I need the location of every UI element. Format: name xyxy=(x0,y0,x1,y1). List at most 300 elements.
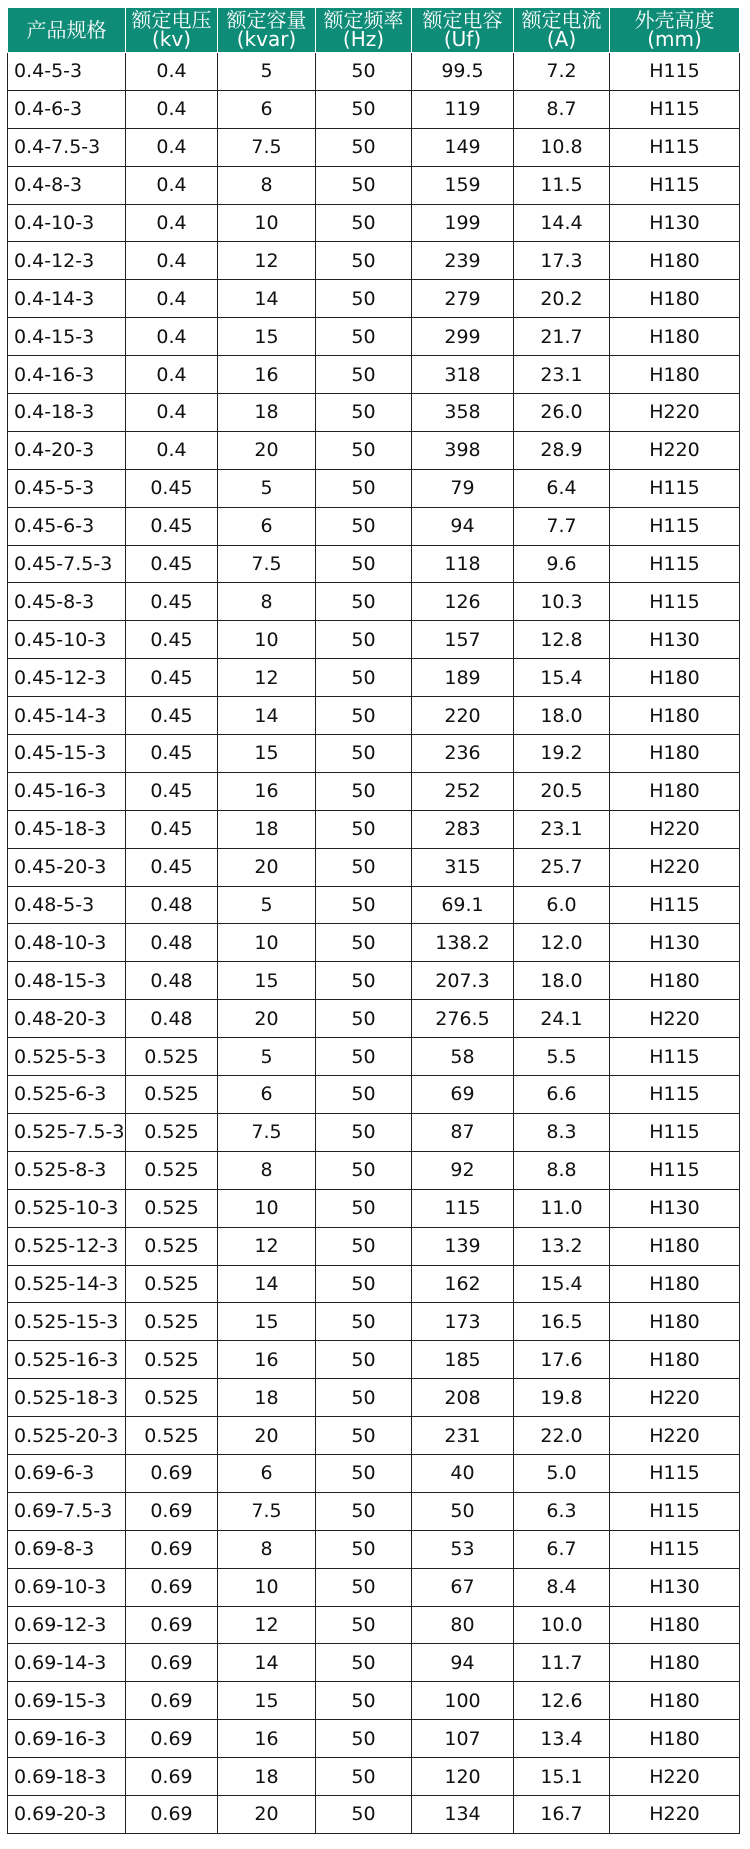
voltage-cell: 0.525 xyxy=(126,1076,218,1114)
frequency-cell: 50 xyxy=(316,53,412,91)
current-cell: 12.8 xyxy=(514,621,610,659)
voltage-cell: 0.525 xyxy=(126,1113,218,1151)
capacitance-cell: 157 xyxy=(412,621,514,659)
table-row xyxy=(8,469,740,507)
frequency-cell: 50 xyxy=(316,810,412,848)
spec-cell: 0.45-14-3 xyxy=(8,697,126,735)
header-unit: (Uf) xyxy=(443,27,482,51)
capacitance-cell: 126 xyxy=(412,583,514,621)
capacity-cell: 18 xyxy=(218,1758,316,1796)
current-cell: 6.6 xyxy=(514,1076,610,1114)
capacity-cell: 12 xyxy=(218,242,316,280)
height-cell: H130 xyxy=(610,1189,740,1227)
height-cell: H220 xyxy=(610,431,740,469)
current-cell: 11.0 xyxy=(514,1189,610,1227)
header-label: 额定容量 xyxy=(226,8,307,32)
height-cell: H180 xyxy=(610,697,740,735)
spec-cell: 0.525-7.5-3 xyxy=(8,1113,126,1151)
voltage-cell: 0.4 xyxy=(126,394,218,432)
capacitance-cell: 207.3 xyxy=(412,962,514,1000)
voltage-cell: 0.525 xyxy=(126,1379,218,1417)
current-cell: 12.0 xyxy=(514,924,610,962)
capacitance-cell: 50 xyxy=(412,1492,514,1530)
frequency-cell: 50 xyxy=(316,356,412,394)
voltage-cell: 0.69 xyxy=(126,1568,218,1606)
height-cell: H220 xyxy=(610,848,740,886)
spec-cell: 0.4-6-3 xyxy=(8,90,126,128)
table-row xyxy=(8,1189,740,1227)
spec-cell: 0.4-10-3 xyxy=(8,204,126,242)
spec-cell: 0.525-18-3 xyxy=(8,1379,126,1417)
spec-cell: 0.45-15-3 xyxy=(8,735,126,773)
table-row xyxy=(8,166,740,204)
spec-cell: 0.45-10-3 xyxy=(8,621,126,659)
frequency-cell: 50 xyxy=(316,431,412,469)
voltage-cell: 0.525 xyxy=(126,1227,218,1265)
voltage-cell: 0.4 xyxy=(126,356,218,394)
height-cell: H115 xyxy=(610,469,740,507)
spec-cell: 0.525-5-3 xyxy=(8,1038,126,1076)
voltage-cell: 0.4 xyxy=(126,431,218,469)
current-cell: 6.0 xyxy=(514,886,610,924)
height-cell: H180 xyxy=(610,962,740,1000)
current-cell: 7.2 xyxy=(514,53,610,91)
capacity-cell: 20 xyxy=(218,1795,316,1833)
height-cell: H180 xyxy=(610,772,740,810)
capacity-cell: 15 xyxy=(218,1303,316,1341)
capacity-cell: 10 xyxy=(218,1568,316,1606)
table-row xyxy=(8,1076,740,1114)
table-row xyxy=(8,886,740,924)
current-cell: 7.7 xyxy=(514,507,610,545)
voltage-cell: 0.69 xyxy=(126,1644,218,1682)
voltage-cell: 0.69 xyxy=(126,1720,218,1758)
capacity-cell: 16 xyxy=(218,356,316,394)
voltage-cell: 0.45 xyxy=(126,507,218,545)
frequency-cell: 50 xyxy=(316,1303,412,1341)
spec-cell: 0.4-18-3 xyxy=(8,394,126,432)
header-label: 额定电流 xyxy=(521,8,602,32)
table-row xyxy=(8,735,740,773)
capacitance-cell: 185 xyxy=(412,1341,514,1379)
current-cell: 6.7 xyxy=(514,1530,610,1568)
table-row xyxy=(8,1265,740,1303)
voltage-cell: 0.45 xyxy=(126,772,218,810)
table-row xyxy=(8,924,740,962)
spec-cell: 0.69-20-3 xyxy=(8,1795,126,1833)
capacitance-cell: 279 xyxy=(412,280,514,318)
table-row xyxy=(8,242,740,280)
current-cell: 8.7 xyxy=(514,90,610,128)
current-cell: 10.0 xyxy=(514,1606,610,1644)
voltage-cell: 0.525 xyxy=(126,1265,218,1303)
height-cell: H115 xyxy=(610,507,740,545)
capacitance-cell: 107 xyxy=(412,1720,514,1758)
header-cell-current xyxy=(514,8,610,53)
height-cell: H180 xyxy=(610,242,740,280)
height-cell: H115 xyxy=(610,1076,740,1114)
capacitance-cell: 79 xyxy=(412,469,514,507)
frequency-cell: 50 xyxy=(316,1151,412,1189)
frequency-cell: 50 xyxy=(316,128,412,166)
current-cell: 26.0 xyxy=(514,394,610,432)
capacitance-cell: 173 xyxy=(412,1303,514,1341)
current-cell: 10.8 xyxy=(514,128,610,166)
frequency-cell: 50 xyxy=(316,962,412,1000)
capacity-cell: 15 xyxy=(218,962,316,1000)
frequency-cell: 50 xyxy=(316,1379,412,1417)
capacity-cell: 18 xyxy=(218,1379,316,1417)
spec-cell: 0.4-8-3 xyxy=(8,166,126,204)
table-row xyxy=(8,1568,740,1606)
capacity-cell: 10 xyxy=(218,1189,316,1227)
voltage-cell: 0.4 xyxy=(126,280,218,318)
spec-cell: 0.48-5-3 xyxy=(8,886,126,924)
voltage-cell: 0.525 xyxy=(126,1341,218,1379)
spec-table-container xyxy=(7,7,739,1834)
height-cell: H180 xyxy=(610,356,740,394)
table-row xyxy=(8,583,740,621)
table-row xyxy=(8,204,740,242)
current-cell: 10.3 xyxy=(514,583,610,621)
capacity-cell: 20 xyxy=(218,1000,316,1038)
header-cell-voltage xyxy=(126,8,218,53)
height-cell: H115 xyxy=(610,1151,740,1189)
frequency-cell: 50 xyxy=(316,697,412,735)
capacity-cell: 8 xyxy=(218,1530,316,1568)
height-cell: H180 xyxy=(610,1682,740,1720)
frequency-cell: 50 xyxy=(316,204,412,242)
table-row xyxy=(8,1303,740,1341)
spec-cell: 0.4-20-3 xyxy=(8,431,126,469)
voltage-cell: 0.4 xyxy=(126,90,218,128)
header-label: 额定电容 xyxy=(422,8,503,32)
height-cell: H115 xyxy=(610,1038,740,1076)
spec-cell: 0.48-15-3 xyxy=(8,962,126,1000)
table-row xyxy=(8,545,740,583)
frequency-cell: 50 xyxy=(316,507,412,545)
capacitance-cell: 189 xyxy=(412,659,514,697)
capacity-cell: 14 xyxy=(218,280,316,318)
frequency-cell: 50 xyxy=(316,166,412,204)
spec-cell: 0.48-10-3 xyxy=(8,924,126,962)
table-row xyxy=(8,810,740,848)
height-cell: H130 xyxy=(610,924,740,962)
height-cell: H115 xyxy=(610,1113,740,1151)
voltage-cell: 0.48 xyxy=(126,886,218,924)
voltage-cell: 0.48 xyxy=(126,962,218,1000)
spec-cell: 0.4-7.5-3 xyxy=(8,128,126,166)
spec-cell: 0.45-8-3 xyxy=(8,583,126,621)
voltage-cell: 0.45 xyxy=(126,545,218,583)
table-row xyxy=(8,1038,740,1076)
capacitance-cell: 94 xyxy=(412,507,514,545)
voltage-cell: 0.4 xyxy=(126,128,218,166)
header-unit: (kv) xyxy=(151,27,192,51)
frequency-cell: 50 xyxy=(316,1417,412,1455)
table-row xyxy=(8,962,740,1000)
voltage-cell: 0.69 xyxy=(126,1530,218,1568)
height-cell: H180 xyxy=(610,1720,740,1758)
height-cell: H220 xyxy=(610,1795,740,1833)
header-row xyxy=(8,8,740,53)
capacitance-cell: 398 xyxy=(412,431,514,469)
frequency-cell: 50 xyxy=(316,772,412,810)
voltage-cell: 0.4 xyxy=(126,53,218,91)
spec-cell: 0.525-10-3 xyxy=(8,1189,126,1227)
capacity-cell: 15 xyxy=(218,735,316,773)
height-cell: H115 xyxy=(610,886,740,924)
capacity-cell: 7.5 xyxy=(218,128,316,166)
frequency-cell: 50 xyxy=(316,1492,412,1530)
voltage-cell: 0.69 xyxy=(126,1606,218,1644)
current-cell: 18.0 xyxy=(514,697,610,735)
current-cell: 11.5 xyxy=(514,166,610,204)
spec-cell: 0.525-16-3 xyxy=(8,1341,126,1379)
table-row xyxy=(8,697,740,735)
voltage-cell: 0.69 xyxy=(126,1454,218,1492)
spec-cell: 0.69-7.5-3 xyxy=(8,1492,126,1530)
current-cell: 9.6 xyxy=(514,545,610,583)
spec-cell: 0.45-16-3 xyxy=(8,772,126,810)
height-cell: H115 xyxy=(610,90,740,128)
height-cell: H220 xyxy=(610,1379,740,1417)
header-label: 外壳高度 xyxy=(634,8,715,32)
table-row xyxy=(8,394,740,432)
header-cell-capacity xyxy=(218,8,316,53)
capacity-cell: 18 xyxy=(218,810,316,848)
voltage-cell: 0.45 xyxy=(126,583,218,621)
height-cell: H130 xyxy=(610,204,740,242)
table-row xyxy=(8,1795,740,1833)
current-cell: 8.4 xyxy=(514,1568,610,1606)
voltage-cell: 0.69 xyxy=(126,1758,218,1796)
frequency-cell: 50 xyxy=(316,583,412,621)
capacity-cell: 6 xyxy=(218,507,316,545)
spec-cell: 0.525-6-3 xyxy=(8,1076,126,1114)
frequency-cell: 50 xyxy=(316,1644,412,1682)
current-cell: 21.7 xyxy=(514,318,610,356)
spec-cell: 0.69-12-3 xyxy=(8,1606,126,1644)
capacity-cell: 20 xyxy=(218,1417,316,1455)
frequency-cell: 50 xyxy=(316,1000,412,1038)
frequency-cell: 50 xyxy=(316,735,412,773)
capacity-cell: 6 xyxy=(218,1076,316,1114)
current-cell: 24.1 xyxy=(514,1000,610,1038)
table-row xyxy=(8,1606,740,1644)
capacity-cell: 12 xyxy=(218,1227,316,1265)
current-cell: 8.3 xyxy=(514,1113,610,1151)
header-cell-spec xyxy=(8,8,126,53)
capacitance-cell: 120 xyxy=(412,1758,514,1796)
table-row xyxy=(8,1113,740,1151)
header-cell-capacitance xyxy=(412,8,514,53)
height-cell: H180 xyxy=(610,659,740,697)
header-label: 额定电压 xyxy=(131,8,212,32)
header-label: 产品规格 xyxy=(26,17,107,42)
capacity-cell: 7.5 xyxy=(218,1492,316,1530)
voltage-cell: 0.525 xyxy=(126,1189,218,1227)
current-cell: 14.4 xyxy=(514,204,610,242)
height-cell: H220 xyxy=(610,810,740,848)
voltage-cell: 0.45 xyxy=(126,735,218,773)
table-row xyxy=(8,1417,740,1455)
table-row xyxy=(8,1492,740,1530)
capacitance-cell: 276.5 xyxy=(412,1000,514,1038)
voltage-cell: 0.525 xyxy=(126,1038,218,1076)
height-cell: H115 xyxy=(610,1454,740,1492)
table-row xyxy=(8,848,740,886)
frequency-cell: 50 xyxy=(316,1720,412,1758)
table-row xyxy=(8,1682,740,1720)
height-cell: H180 xyxy=(610,1644,740,1682)
capacity-cell: 16 xyxy=(218,1720,316,1758)
spec-cell: 0.45-20-3 xyxy=(8,848,126,886)
current-cell: 13.4 xyxy=(514,1720,610,1758)
height-cell: H180 xyxy=(610,280,740,318)
capacitance-cell: 118 xyxy=(412,545,514,583)
height-cell: H115 xyxy=(610,583,740,621)
capacitance-cell: 115 xyxy=(412,1189,514,1227)
table-row xyxy=(8,1151,740,1189)
voltage-cell: 0.4 xyxy=(126,204,218,242)
capacity-cell: 5 xyxy=(218,469,316,507)
capacitance-cell: 252 xyxy=(412,772,514,810)
current-cell: 15.4 xyxy=(514,1265,610,1303)
capacitance-cell: 67 xyxy=(412,1568,514,1606)
header-cell-frequency xyxy=(316,8,412,53)
voltage-cell: 0.69 xyxy=(126,1795,218,1833)
height-cell: H180 xyxy=(610,318,740,356)
capacitance-cell: 58 xyxy=(412,1038,514,1076)
voltage-cell: 0.45 xyxy=(126,810,218,848)
capacitance-cell: 239 xyxy=(412,242,514,280)
current-cell: 23.1 xyxy=(514,810,610,848)
spec-cell: 0.69-8-3 xyxy=(8,1530,126,1568)
capacitor-spec-table xyxy=(7,7,740,1834)
height-cell: H115 xyxy=(610,128,740,166)
height-cell: H180 xyxy=(610,1227,740,1265)
height-cell: H220 xyxy=(610,394,740,432)
spec-cell: 0.69-15-3 xyxy=(8,1682,126,1720)
spec-cell: 0.45-6-3 xyxy=(8,507,126,545)
frequency-cell: 50 xyxy=(316,280,412,318)
current-cell: 8.8 xyxy=(514,1151,610,1189)
spec-cell: 0.4-14-3 xyxy=(8,280,126,318)
spec-cell: 0.525-14-3 xyxy=(8,1265,126,1303)
capacitance-cell: 134 xyxy=(412,1795,514,1833)
spec-cell: 0.45-7.5-3 xyxy=(8,545,126,583)
capacitance-cell: 139 xyxy=(412,1227,514,1265)
spec-cell: 0.69-10-3 xyxy=(8,1568,126,1606)
capacitance-cell: 149 xyxy=(412,128,514,166)
current-cell: 19.2 xyxy=(514,735,610,773)
height-cell: H180 xyxy=(610,1341,740,1379)
capacitance-cell: 69.1 xyxy=(412,886,514,924)
frequency-cell: 50 xyxy=(316,1606,412,1644)
capacity-cell: 14 xyxy=(218,697,316,735)
spec-cell: 0.69-6-3 xyxy=(8,1454,126,1492)
spec-cell: 0.45-18-3 xyxy=(8,810,126,848)
spec-cell: 0.4-15-3 xyxy=(8,318,126,356)
height-cell: H220 xyxy=(610,1417,740,1455)
frequency-cell: 50 xyxy=(316,1341,412,1379)
spec-cell: 0.525-20-3 xyxy=(8,1417,126,1455)
current-cell: 18.0 xyxy=(514,962,610,1000)
capacitance-cell: 100 xyxy=(412,1682,514,1720)
capacity-cell: 12 xyxy=(218,1606,316,1644)
table-row xyxy=(8,507,740,545)
height-cell: H180 xyxy=(610,1606,740,1644)
capacity-cell: 15 xyxy=(218,1682,316,1720)
header-unit: (A) xyxy=(546,27,577,51)
spec-cell: 0.69-18-3 xyxy=(8,1758,126,1796)
capacitance-cell: 162 xyxy=(412,1265,514,1303)
table-row xyxy=(8,280,740,318)
height-cell: H115 xyxy=(610,1530,740,1568)
voltage-cell: 0.4 xyxy=(126,242,218,280)
frequency-cell: 50 xyxy=(316,1795,412,1833)
capacitance-cell: 159 xyxy=(412,166,514,204)
capacity-cell: 7.5 xyxy=(218,545,316,583)
table-row xyxy=(8,621,740,659)
capacitance-cell: 358 xyxy=(412,394,514,432)
capacitance-cell: 138.2 xyxy=(412,924,514,962)
frequency-cell: 50 xyxy=(316,1189,412,1227)
voltage-cell: 0.45 xyxy=(126,469,218,507)
height-cell: H220 xyxy=(610,1000,740,1038)
current-cell: 16.7 xyxy=(514,1795,610,1833)
frequency-cell: 50 xyxy=(316,1454,412,1492)
current-cell: 20.5 xyxy=(514,772,610,810)
spec-cell: 0.4-5-3 xyxy=(8,53,126,91)
current-cell: 23.1 xyxy=(514,356,610,394)
frequency-cell: 50 xyxy=(316,924,412,962)
capacitance-cell: 231 xyxy=(412,1417,514,1455)
frequency-cell: 50 xyxy=(316,1038,412,1076)
table-row xyxy=(8,1454,740,1492)
table-row xyxy=(8,1379,740,1417)
height-cell: H115 xyxy=(610,545,740,583)
capacity-cell: 10 xyxy=(218,924,316,962)
voltage-cell: 0.48 xyxy=(126,1000,218,1038)
capacity-cell: 7.5 xyxy=(218,1113,316,1151)
table-header xyxy=(8,8,740,53)
capacitance-cell: 208 xyxy=(412,1379,514,1417)
capacitance-cell: 119 xyxy=(412,90,514,128)
capacity-cell: 16 xyxy=(218,1341,316,1379)
frequency-cell: 50 xyxy=(316,621,412,659)
current-cell: 16.5 xyxy=(514,1303,610,1341)
voltage-cell: 0.48 xyxy=(126,924,218,962)
table-row xyxy=(8,659,740,697)
table-row xyxy=(8,128,740,166)
height-cell: H115 xyxy=(610,53,740,91)
current-cell: 6.3 xyxy=(514,1492,610,1530)
capacity-cell: 8 xyxy=(218,1151,316,1189)
capacitance-cell: 53 xyxy=(412,1530,514,1568)
capacitance-cell: 199 xyxy=(412,204,514,242)
frequency-cell: 50 xyxy=(316,1113,412,1151)
capacitance-cell: 94 xyxy=(412,1644,514,1682)
capacity-cell: 8 xyxy=(218,166,316,204)
height-cell: H115 xyxy=(610,1492,740,1530)
height-cell: H180 xyxy=(610,1303,740,1341)
frequency-cell: 50 xyxy=(316,545,412,583)
capacitance-cell: 236 xyxy=(412,735,514,773)
table-row xyxy=(8,1000,740,1038)
voltage-cell: 0.45 xyxy=(126,659,218,697)
